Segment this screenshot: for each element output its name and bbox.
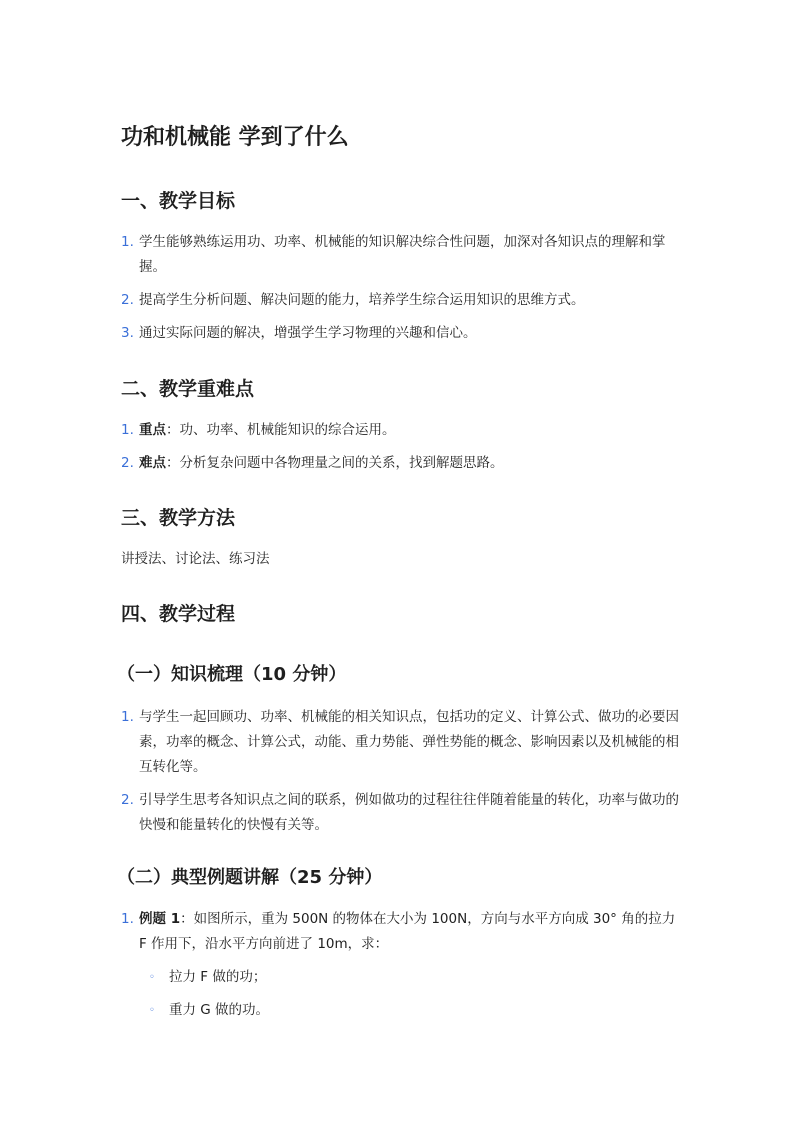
key-point-label: 重点 (139, 422, 166, 438)
list-item: 3. 通过实际问题的解决，增强学生学习物理的兴趣和信心。 (121, 325, 477, 341)
objectives-list (121, 230, 681, 354)
document-title: 功和机械能 学到了什么 (121, 125, 349, 150)
list-item: ◦ 拉力 F 做的功； (139, 965, 681, 990)
methods-text: 讲授法、讨论法、练习法 (121, 551, 270, 567)
section-heading-objectives: 一、教学目标 (121, 190, 236, 212)
section-heading-methods: 三、教学方法 (121, 507, 236, 529)
examples-list (121, 907, 681, 1031)
section-heading-key-points: 二、教学重难点 (121, 378, 255, 400)
list-item: 1. 与学生一起回顾功、功率、机械能的相关知识点，包括功的定义、计算公式、做功的必要因素，功率的概念、计算公式，动能、重力势能、弹性势能的概念、影响因素以及机械能的相互转化等。 (121, 709, 679, 775)
section-heading-process: 四、教学过程 (121, 603, 236, 625)
subsection-heading-review: （一）知识梳理（10 分钟） (117, 664, 347, 685)
key-points-list (121, 418, 681, 484)
bullet-icon: ◦ (149, 1005, 155, 1016)
example-label: 例题 1 (139, 911, 181, 927)
list-item: 2. 提高学生分析问题、解决问题的能力，培养学生综合运用知识的思维方式。 (121, 292, 585, 308)
list-item: 2. 难点：分析复杂问题中各物理量之间的关系，找到解题思路。 (121, 455, 504, 471)
list-item: ◦ 重力 G 做的功。 (139, 998, 681, 1023)
list-item: 1. 例题 1：如图所示，重为 500N 的物体在大小为 100N，方向与水平方向成 30° 角的拉力 F 作用下，沿水平方向前进了 10m，求： ◦ 拉力 F 做的功； ◦ 重力 G 做的功。 (121, 907, 681, 1023)
bullet-icon: ◦ (149, 972, 155, 983)
list-item: 2. 引导学生思考各知识点之间的联系，例如做功的过程往往伴随着能量的转化，功率与做功的快慢和能量转化的快慢有关等。 (121, 792, 679, 833)
review-list (121, 705, 681, 846)
list-item: 1. 学生能够熟练运用功、功率、机械能的知识解决综合性问题，加深对各知识点的理解和掌握。 (121, 234, 666, 275)
subsection-heading-examples: （二）典型例题讲解（25 分钟） (117, 867, 383, 888)
difficulty-label: 难点 (139, 455, 166, 471)
example-questions (139, 965, 681, 1023)
list-item: 1. 重点：功、功率、机械能知识的综合运用。 (121, 422, 396, 438)
